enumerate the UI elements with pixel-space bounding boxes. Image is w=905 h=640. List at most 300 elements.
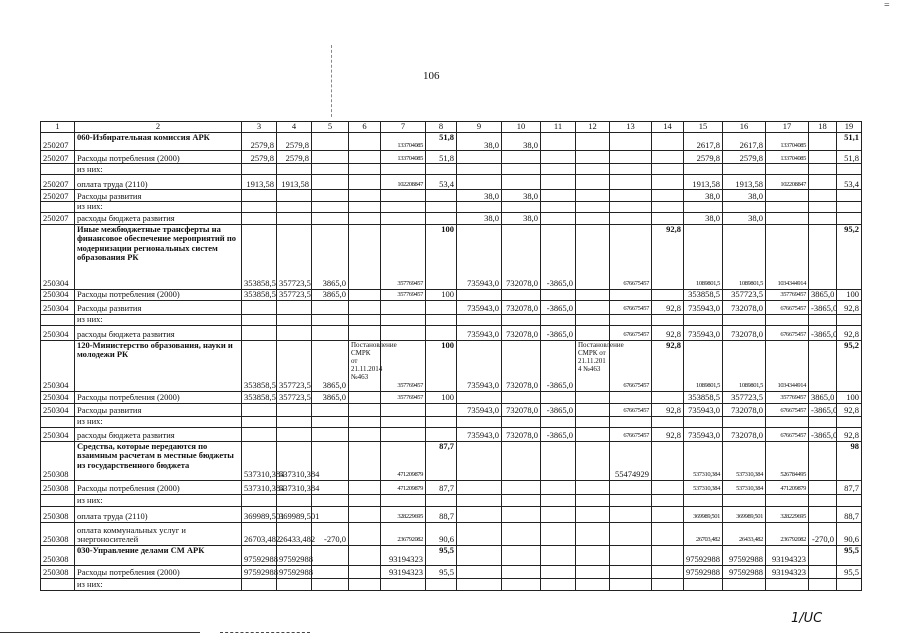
value-cell	[684, 416, 723, 427]
code-cell: 250304	[41, 289, 75, 300]
value-cell	[610, 494, 652, 506]
value-cell: 93194323	[766, 565, 809, 578]
value-cell: 87,7	[837, 480, 862, 494]
value-cell: 357723,5	[277, 391, 312, 403]
note-cell	[349, 427, 381, 441]
value-cell: 1089801,5	[723, 340, 766, 391]
value-cell	[610, 545, 652, 565]
value-cell: 537310,384	[723, 480, 766, 494]
value-cell: 3865,0	[809, 289, 837, 300]
value-cell	[381, 494, 426, 506]
value-cell	[242, 190, 277, 202]
table-row	[41, 545, 862, 565]
value-cell	[652, 416, 684, 427]
value-cell	[242, 416, 277, 427]
value-cell	[541, 212, 576, 224]
value-cell	[652, 175, 684, 190]
value-cell: 353858,5	[242, 224, 277, 289]
value-cell: -270,0	[809, 522, 837, 545]
note-cell	[349, 441, 381, 480]
value-cell	[766, 578, 809, 590]
value-cell	[312, 212, 349, 224]
value-cell	[312, 403, 349, 416]
code-cell: 250308	[41, 506, 75, 522]
value-cell: 2617,8	[723, 133, 766, 151]
value-cell	[652, 190, 684, 202]
value-cell	[723, 164, 766, 175]
value-cell: 133704085	[381, 133, 426, 151]
note-cell	[576, 289, 610, 300]
note-cell	[576, 314, 610, 325]
value-cell: 732078,0	[502, 427, 541, 441]
table-row	[41, 190, 862, 202]
value-cell: 735943,0	[684, 300, 723, 314]
value-cell	[502, 506, 541, 522]
code-cell: 250304	[41, 391, 75, 403]
value-cell: -3865,0	[541, 325, 576, 340]
note-cell	[576, 403, 610, 416]
value-cell: 97592988	[242, 565, 277, 578]
value-cell: 95,2	[837, 340, 862, 391]
value-cell	[610, 578, 652, 590]
value-cell: 1913,58	[242, 175, 277, 190]
value-cell: 95,5	[837, 565, 862, 578]
value-cell	[541, 565, 576, 578]
value-cell: 1089801,5	[684, 224, 723, 289]
note-cell	[576, 578, 610, 590]
value-cell: 100	[426, 224, 457, 289]
value-cell	[541, 133, 576, 151]
value-cell	[809, 175, 837, 190]
value-cell: 676675457	[766, 427, 809, 441]
value-cell: 51,1	[837, 133, 862, 151]
code-cell	[41, 314, 75, 325]
value-cell	[277, 202, 312, 213]
note-cell	[349, 480, 381, 494]
column-header: 1	[41, 122, 75, 133]
value-cell	[502, 202, 541, 213]
code-cell: 250304	[41, 300, 75, 314]
value-cell: 369989,501	[242, 506, 277, 522]
note-cell	[576, 494, 610, 506]
value-cell	[652, 506, 684, 522]
value-cell: 732078,0	[502, 325, 541, 340]
table-row	[41, 151, 862, 164]
value-cell	[277, 300, 312, 314]
value-cell	[277, 212, 312, 224]
value-cell: 357769457	[766, 289, 809, 300]
note-cell	[349, 190, 381, 202]
name-cell: Иные межбюджетные трансферты на финансовое обеспечение мероприятий по модернизации региональных систем образования РК	[75, 224, 242, 289]
name-cell: Расходы развития	[75, 403, 242, 416]
code-cell: 250207	[41, 190, 75, 202]
value-cell	[766, 314, 809, 325]
name-cell: из них:	[75, 314, 242, 325]
value-cell: -3865,0	[541, 224, 576, 289]
note-cell	[349, 522, 381, 545]
value-cell	[277, 416, 312, 427]
value-cell	[541, 391, 576, 403]
value-cell: 51,8	[837, 151, 862, 164]
value-cell: 3865,0	[809, 391, 837, 403]
value-cell: 537310,384	[684, 480, 723, 494]
note-cell: Постановление СМРК от 21.11.201 4 №463	[576, 340, 610, 391]
code-cell: 250207	[41, 133, 75, 151]
value-cell	[381, 212, 426, 224]
value-cell	[312, 325, 349, 340]
table-row	[41, 164, 862, 175]
value-cell: 133704085	[381, 151, 426, 164]
value-cell: 38,0	[457, 212, 502, 224]
value-cell: 676675457	[610, 224, 652, 289]
value-cell: 102208847	[381, 175, 426, 190]
value-cell	[837, 212, 862, 224]
budget-table	[40, 121, 862, 591]
value-cell: 526784495	[766, 441, 809, 480]
value-cell: 38,0	[502, 212, 541, 224]
value-cell: 100	[426, 289, 457, 300]
column-header: 16	[723, 122, 766, 133]
value-cell: 471209879	[766, 480, 809, 494]
value-cell: 357723,5	[277, 340, 312, 391]
value-cell	[610, 164, 652, 175]
note-cell	[576, 565, 610, 578]
table-row	[41, 416, 862, 427]
value-cell: 53,4	[426, 175, 457, 190]
value-cell: 735943,0	[457, 300, 502, 314]
value-cell: 2579,8	[277, 133, 312, 151]
value-cell	[610, 522, 652, 545]
table-row	[41, 289, 862, 300]
column-header: 18	[809, 122, 837, 133]
note-cell	[349, 391, 381, 403]
value-cell: 95,5	[837, 545, 862, 565]
value-cell: 369989,501	[277, 506, 312, 522]
value-cell	[502, 416, 541, 427]
value-cell	[723, 494, 766, 506]
value-cell: 357723,5	[723, 391, 766, 403]
note-cell	[576, 175, 610, 190]
value-cell: 357723,5	[723, 289, 766, 300]
column-header: 17	[766, 122, 809, 133]
value-cell: 2579,8	[723, 151, 766, 164]
table-row	[41, 522, 862, 545]
code-cell: 250308	[41, 522, 75, 545]
value-cell: 1913,58	[723, 175, 766, 190]
value-cell: 55474929	[610, 441, 652, 480]
column-header: 8	[426, 122, 457, 133]
note-cell	[349, 300, 381, 314]
value-cell	[502, 441, 541, 480]
value-cell: 100	[426, 391, 457, 403]
value-cell	[457, 175, 502, 190]
value-cell: 357723,5	[277, 289, 312, 300]
value-cell	[312, 416, 349, 427]
table-body	[41, 122, 862, 591]
note-cell: Постановление СМРК от 21.11.2014 №463	[349, 340, 381, 391]
value-cell	[242, 494, 277, 506]
value-cell	[610, 391, 652, 403]
code-cell: 250304	[41, 325, 75, 340]
value-cell: 38,0	[457, 190, 502, 202]
value-cell: 1913,58	[277, 175, 312, 190]
value-cell: 732078,0	[723, 403, 766, 416]
value-cell	[242, 202, 277, 213]
name-cell: из них:	[75, 578, 242, 590]
table-row	[41, 314, 862, 325]
note-cell	[349, 289, 381, 300]
value-cell: 537310,384	[277, 480, 312, 494]
value-cell	[457, 151, 502, 164]
name-cell: 060-Избирательная комиссия АРК	[75, 133, 242, 151]
value-cell	[457, 416, 502, 427]
value-cell	[426, 212, 457, 224]
value-cell	[541, 480, 576, 494]
value-cell: 732078,0	[502, 403, 541, 416]
value-cell	[381, 314, 426, 325]
value-cell: 3865,0	[312, 289, 349, 300]
note-cell	[349, 578, 381, 590]
value-cell: 51,8	[426, 133, 457, 151]
value-cell	[502, 494, 541, 506]
fold-line-top	[331, 45, 332, 117]
column-header: 14	[652, 122, 684, 133]
value-cell	[502, 391, 541, 403]
column-header: 2	[75, 122, 242, 133]
column-header: 5	[312, 122, 349, 133]
code-cell: 250308	[41, 565, 75, 578]
value-cell	[426, 202, 457, 213]
value-cell: 537310,384	[684, 441, 723, 480]
value-cell	[541, 190, 576, 202]
value-cell: 537310,384	[277, 441, 312, 480]
value-cell	[242, 212, 277, 224]
value-cell	[502, 175, 541, 190]
value-cell: 732078,0	[502, 300, 541, 314]
column-header: 15	[684, 122, 723, 133]
column-header: 6	[349, 122, 381, 133]
value-cell	[541, 441, 576, 480]
note-cell	[349, 151, 381, 164]
value-cell: 87,7	[426, 441, 457, 480]
value-cell	[837, 578, 862, 590]
note-cell	[576, 190, 610, 202]
value-cell: 357769457	[766, 391, 809, 403]
value-cell	[502, 578, 541, 590]
value-cell: 93194323	[381, 565, 426, 578]
value-cell	[381, 578, 426, 590]
value-cell: 676675457	[766, 300, 809, 314]
value-cell	[610, 314, 652, 325]
value-cell	[457, 545, 502, 565]
value-cell	[723, 578, 766, 590]
name-cell: Расходы потребления (2000)	[75, 565, 242, 578]
value-cell	[426, 416, 457, 427]
value-cell	[502, 151, 541, 164]
value-cell	[242, 325, 277, 340]
value-cell: 38,0	[723, 212, 766, 224]
note-cell	[576, 325, 610, 340]
value-cell	[457, 506, 502, 522]
column-header: 9	[457, 122, 502, 133]
value-cell: 26433,482	[723, 522, 766, 545]
column-header: 7	[381, 122, 426, 133]
column-header: 13	[610, 122, 652, 133]
value-cell	[541, 578, 576, 590]
value-cell: 369989,501	[684, 506, 723, 522]
value-cell: 92,8	[837, 300, 862, 314]
value-cell	[541, 164, 576, 175]
value-cell: -3865,0	[809, 300, 837, 314]
note-cell	[349, 314, 381, 325]
value-cell	[652, 133, 684, 151]
value-cell	[502, 480, 541, 494]
value-cell	[837, 416, 862, 427]
name-cell: Расходы потребления (2000)	[75, 391, 242, 403]
value-cell: 92,8	[652, 403, 684, 416]
value-cell	[312, 175, 349, 190]
value-cell: 236792082	[381, 522, 426, 545]
code-cell: 250207	[41, 151, 75, 164]
value-cell: 732078,0	[502, 224, 541, 289]
value-cell	[457, 494, 502, 506]
column-header: 10	[502, 122, 541, 133]
value-cell	[541, 545, 576, 565]
table-row	[41, 224, 862, 289]
table-row	[41, 441, 862, 480]
value-cell: 2579,8	[684, 151, 723, 164]
value-cell	[312, 565, 349, 578]
value-cell: 97592988	[277, 565, 312, 578]
name-cell: 120-Министерство образования, науки и молодежи РК	[75, 340, 242, 391]
value-cell	[312, 151, 349, 164]
value-cell	[541, 314, 576, 325]
value-cell	[502, 565, 541, 578]
value-cell: 537310,384	[242, 480, 277, 494]
value-cell	[610, 133, 652, 151]
value-cell: 92,8	[837, 403, 862, 416]
value-cell	[502, 314, 541, 325]
name-cell: расходы бюджета развития	[75, 427, 242, 441]
value-cell: 1089801,5	[723, 224, 766, 289]
note-cell	[576, 300, 610, 314]
value-cell: 735943,0	[457, 325, 502, 340]
value-cell: 369989,501	[723, 506, 766, 522]
value-cell: 735943,0	[684, 403, 723, 416]
column-header: 19	[837, 122, 862, 133]
value-cell	[809, 340, 837, 391]
name-cell: оплата труда (2110)	[75, 506, 242, 522]
value-cell: 2579,8	[277, 151, 312, 164]
name-cell: из них:	[75, 494, 242, 506]
value-cell: 353858,5	[684, 289, 723, 300]
code-cell: 250304	[41, 224, 75, 289]
value-cell: 328229695	[381, 506, 426, 522]
code-cell: 250304	[41, 403, 75, 416]
value-cell	[837, 202, 862, 213]
note-cell	[576, 416, 610, 427]
value-cell	[652, 494, 684, 506]
value-cell	[652, 522, 684, 545]
value-cell	[809, 224, 837, 289]
code-cell: 250207	[41, 212, 75, 224]
value-cell: 353858,5	[242, 289, 277, 300]
value-cell: 100	[426, 340, 457, 391]
table-row	[41, 340, 862, 391]
note-cell	[349, 494, 381, 506]
value-cell	[610, 151, 652, 164]
value-cell: 38,0	[502, 190, 541, 202]
value-cell	[610, 506, 652, 522]
value-cell: 735943,0	[457, 403, 502, 416]
value-cell	[457, 164, 502, 175]
value-cell	[766, 416, 809, 427]
value-cell: 735943,0	[457, 340, 502, 391]
value-cell	[766, 494, 809, 506]
table-row	[41, 391, 862, 403]
value-cell: 676675457	[610, 300, 652, 314]
value-cell	[541, 202, 576, 213]
value-cell: 732078,0	[502, 340, 541, 391]
column-header: 3	[242, 122, 277, 133]
value-cell: 26703,482	[242, 522, 277, 545]
value-cell	[457, 314, 502, 325]
value-cell	[610, 175, 652, 190]
value-cell	[277, 314, 312, 325]
value-cell	[541, 151, 576, 164]
value-cell	[426, 300, 457, 314]
code-cell	[41, 164, 75, 175]
value-cell	[837, 190, 862, 202]
value-cell: 38,0	[502, 133, 541, 151]
name-cell: Средства, которые передаются по взаимным расчетам в местные бюджеты из государственного бюджета	[75, 441, 242, 480]
note-cell	[576, 441, 610, 480]
table-row	[41, 565, 862, 578]
value-cell: 676675457	[610, 340, 652, 391]
value-cell	[502, 522, 541, 545]
value-cell: 357723,5	[277, 224, 312, 289]
value-cell: 735943,0	[457, 224, 502, 289]
name-cell: Расходы развития	[75, 190, 242, 202]
value-cell: 97592988	[684, 565, 723, 578]
table-row	[41, 212, 862, 224]
value-cell: -3865,0	[809, 427, 837, 441]
value-cell: 3865,0	[312, 340, 349, 391]
table-row	[41, 403, 862, 416]
value-cell: 2617,8	[684, 133, 723, 151]
value-cell: -3865,0	[541, 300, 576, 314]
value-cell	[809, 133, 837, 151]
value-cell	[684, 578, 723, 590]
value-cell: 676675457	[766, 403, 809, 416]
value-cell: 92,8	[652, 224, 684, 289]
value-cell	[766, 190, 809, 202]
note-cell	[349, 133, 381, 151]
value-cell	[277, 325, 312, 340]
value-cell: 97592988	[723, 565, 766, 578]
value-cell: 26433,482	[277, 522, 312, 545]
value-cell	[809, 151, 837, 164]
value-cell: 676675457	[610, 427, 652, 441]
code-cell	[41, 494, 75, 506]
value-cell: 93194323	[381, 545, 426, 565]
code-cell: 250304	[41, 340, 75, 391]
note-cell	[349, 506, 381, 522]
value-cell: 732078,0	[723, 427, 766, 441]
value-cell	[457, 480, 502, 494]
value-cell	[652, 212, 684, 224]
value-cell: 471209879	[381, 480, 426, 494]
